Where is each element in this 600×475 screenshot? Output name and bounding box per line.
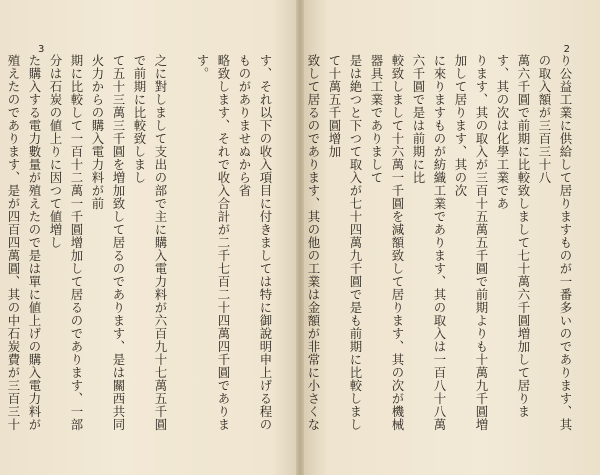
text-line: 萬六千圓で前期に比較致しまして七十萬六千圓増加して居ります、其の次は化學工業であ xyxy=(495,54,531,418)
text-line: て五十三萬三千圓を増加致して居るのであります、是は關西共同火力からの購入電力料が前 xyxy=(90,54,126,431)
text-line: 之に對しまして支出の部で主に購入電力料が六百九十七萬五千圓で前期に比較致しまし xyxy=(132,54,168,431)
page-number: 3 xyxy=(38,44,45,55)
text-line: 較致しまして十六萬一千圓を減額致して居ります、其の次が機械器具工業でありまして xyxy=(369,54,405,431)
paragraph xyxy=(304,54,576,441)
page-number: 2 xyxy=(563,44,570,55)
text-line: ります、其の取入が三百十五萬五千圓で前期よりも十萬九千圓増加して居ります、其の次 xyxy=(453,54,489,431)
text-line: り公益工業に供給して居りますものが一番多いのであります、其の取入額が三百三十八 xyxy=(537,54,573,431)
text-line: た購入する電力數量が殖えたので是は單に値上げの購入電力料が殖えたのであります、是が四百四萬圓、其の中石炭費が三百三十 xyxy=(6,54,42,431)
text-line: す、それ以下の收入項目に付きましては特に御說明申上げる程のものがありませぬから省 xyxy=(237,54,273,431)
text-line: 是は絶つと下つて取入が七十四萬九千圓で是も前期に比較しまして十萬五千圓增加 xyxy=(327,54,363,431)
vertical-body-text xyxy=(6,54,276,441)
book-gutter xyxy=(296,0,304,475)
vertical-body-text xyxy=(306,54,576,441)
text-line: 致して居るのであります、其の他の工業は金額が非常に小さくな xyxy=(306,54,321,431)
text-line: に來りますものが紡織工業であります、其の取入は一百八十八萬六千圓で是は前期に比 xyxy=(411,54,447,431)
paragraph xyxy=(0,54,171,441)
paragraph xyxy=(192,54,276,441)
text-line: 期に比較して一百十二萬一千圓增加して居るのであります、一部分は石炭の値上りに因つて値増し xyxy=(48,54,84,431)
left-page xyxy=(0,0,296,475)
right-page xyxy=(304,0,600,475)
text-line: 略致します、それで收入合計が二千七百二十四萬四千圓であります。 xyxy=(195,54,231,431)
